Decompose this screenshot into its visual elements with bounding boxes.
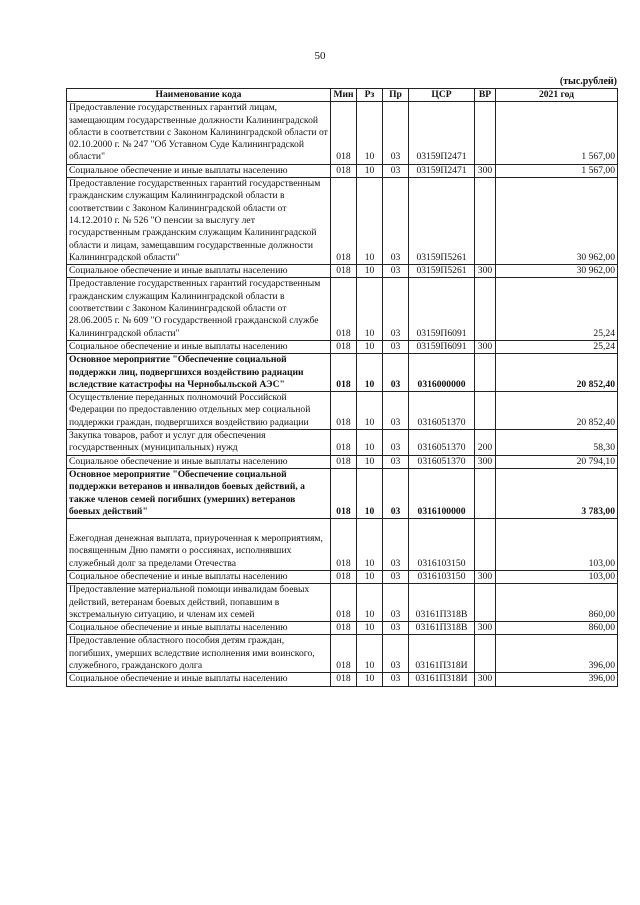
cell-rz: 10 <box>357 164 383 177</box>
header-vr: ВР <box>475 89 496 102</box>
cell-pr: 03 <box>383 278 409 340</box>
table-row <box>67 430 618 456</box>
cell-rz: 10 <box>357 519 383 571</box>
cell-vr <box>475 584 496 622</box>
cell-name: Предоставление областного пособия детям граждан, погибших, умерших вследствие исполнения ими воинского, служебного, гражданского долга <box>67 635 331 673</box>
cell-name: Социальное обеспечение и иные выплаты населению <box>67 164 331 177</box>
cell-csr: 0316051370 <box>409 392 475 430</box>
cell-pr: 03 <box>383 178 409 265</box>
cell-name: Закупка товаров, работ и услуг для обеспечения государственных (муниципальных) нужд <box>67 430 331 456</box>
cell-name: Предоставление материальной помощи инвалидам боевых действий, ветеранам боевых действий, попавшим в экстремальную ситуацию, и членам их семей <box>67 584 331 622</box>
cell-amount: 860,00 <box>496 622 618 635</box>
cell-amount: 860,00 <box>496 584 618 622</box>
cell-rz: 10 <box>357 102 383 164</box>
cell-vr: 300 <box>475 570 496 583</box>
table-row <box>67 673 618 686</box>
cell-csr: 03159П6091 <box>409 278 475 340</box>
cell-min: 018 <box>331 673 357 686</box>
cell-min: 018 <box>331 635 357 673</box>
cell-min: 018 <box>331 340 357 353</box>
cell-name: Социальное обеспечение и иные выплаты населению <box>67 673 331 686</box>
cell-csr: 03161П318И <box>409 673 475 686</box>
cell-vr: 300 <box>475 340 496 353</box>
cell-min: 018 <box>331 278 357 340</box>
cell-pr: 03 <box>383 392 409 430</box>
cell-rz: 10 <box>357 430 383 456</box>
cell-amount: 103,00 <box>496 519 618 571</box>
cell-min: 018 <box>331 392 357 430</box>
cell-pr: 03 <box>383 635 409 673</box>
cell-pr: 03 <box>383 430 409 456</box>
budget-table <box>66 88 618 687</box>
cell-csr: 03159П2471 <box>409 102 475 164</box>
cell-vr: 300 <box>475 455 496 468</box>
cell-amount: 1 567,00 <box>496 102 618 164</box>
cell-rz: 10 <box>357 622 383 635</box>
cell-rz: 10 <box>357 570 383 583</box>
cell-min: 018 <box>331 584 357 622</box>
table-row <box>67 584 618 622</box>
cell-name: Социальное обеспечение и иные выплаты населению <box>67 455 331 468</box>
cell-pr: 03 <box>383 354 409 392</box>
header-year: 2021 год <box>496 89 618 102</box>
table-row <box>67 265 618 278</box>
cell-rz: 10 <box>357 354 383 392</box>
cell-vr <box>475 519 496 571</box>
cell-rz: 10 <box>357 673 383 686</box>
cell-vr <box>475 102 496 164</box>
cell-amount: 20 852,40 <box>496 354 618 392</box>
cell-rz: 10 <box>357 468 383 518</box>
cell-name: Социальное обеспечение и иные выплаты населению <box>67 622 331 635</box>
cell-name: Предоставление государственных гарантий лицам, замещающим государственные должности Калининградской области в соответствии с Законом Калининградской области от 02.10.2000 г. № 247 "Об Уставном Суде Калининградской области" <box>67 102 331 164</box>
cell-pr: 03 <box>383 164 409 177</box>
cell-pr: 03 <box>383 455 409 468</box>
header-pr: Пр <box>383 89 409 102</box>
cell-csr: 0316000000 <box>409 354 475 392</box>
cell-amount: 396,00 <box>496 635 618 673</box>
cell-csr: 03159П5261 <box>409 178 475 265</box>
header-rz: Рз <box>357 89 383 102</box>
table-header-row <box>67 89 618 102</box>
cell-name: Основное мероприятие "Обеспечение социальной поддержки ветеранов и инвалидов боевых действий, а также членов семей погибших (умерших) ветеранов боевых действий" <box>67 468 331 518</box>
cell-min: 018 <box>331 622 357 635</box>
cell-vr <box>475 468 496 518</box>
cell-vr <box>475 635 496 673</box>
table-row <box>67 392 618 430</box>
cell-vr: 300 <box>475 673 496 686</box>
table-row <box>67 278 618 340</box>
cell-csr: 03161П318И <box>409 635 475 673</box>
cell-rz: 10 <box>357 278 383 340</box>
cell-vr: 300 <box>475 164 496 177</box>
cell-amount: 25,24 <box>496 340 618 353</box>
cell-csr: 03159П6091 <box>409 340 475 353</box>
cell-csr: 03159П2471 <box>409 164 475 177</box>
cell-name: Ежегодная денежная выплата, приуроченная к мероприятиям, посвященным Дню памяти о россиянах, исполнявших служебный долг за пределами Отечества <box>67 519 331 571</box>
table-row <box>67 570 618 583</box>
cell-min: 018 <box>331 570 357 583</box>
table-row <box>67 340 618 353</box>
cell-csr: 0316051370 <box>409 455 475 468</box>
cell-min: 018 <box>331 455 357 468</box>
cell-min: 018 <box>331 430 357 456</box>
cell-rz: 10 <box>357 455 383 468</box>
cell-rz: 10 <box>357 392 383 430</box>
cell-csr: 03159П5261 <box>409 265 475 278</box>
table-row <box>67 519 618 571</box>
cell-min: 018 <box>331 102 357 164</box>
cell-amount: 20 852,40 <box>496 392 618 430</box>
cell-amount: 30 962,00 <box>496 265 618 278</box>
cell-amount: 396,00 <box>496 673 618 686</box>
cell-name: Социальное обеспечение и иные выплаты населению <box>67 265 331 278</box>
cell-pr: 03 <box>383 622 409 635</box>
cell-pr: 03 <box>383 102 409 164</box>
cell-vr: 300 <box>475 265 496 278</box>
cell-pr: 03 <box>383 673 409 686</box>
cell-amount: 1 567,00 <box>496 164 618 177</box>
cell-vr <box>475 178 496 265</box>
cell-pr: 03 <box>383 468 409 518</box>
cell-vr: 200 <box>475 430 496 456</box>
cell-rz: 10 <box>357 265 383 278</box>
units-label: (тыс.рублей) <box>559 76 617 87</box>
cell-name: Социальное обеспечение и иные выплаты населению <box>67 570 331 583</box>
cell-name: Основное мероприятие "Обеспечение социальной поддержки лиц, подвергшихся воздействию радиации вследствие катастрофы на Чернобыльской АЭС" <box>67 354 331 392</box>
cell-min: 018 <box>331 164 357 177</box>
header-name: Наименование кода <box>67 89 331 102</box>
cell-min: 018 <box>331 178 357 265</box>
cell-pr: 03 <box>383 519 409 571</box>
cell-vr <box>475 278 496 340</box>
header-min: Мин <box>331 89 357 102</box>
table-row <box>67 354 618 392</box>
cell-amount: 103,00 <box>496 570 618 583</box>
header-csr: ЦСР <box>409 89 475 102</box>
cell-rz: 10 <box>357 340 383 353</box>
cell-pr: 03 <box>383 340 409 353</box>
cell-csr: 03161П318В <box>409 584 475 622</box>
cell-vr: 300 <box>475 622 496 635</box>
cell-csr: 0316103150 <box>409 570 475 583</box>
cell-name: Предоставление государственных гарантий государственным гражданским служащим Калининградской области в соответствии с Законом Калининградской области от 14.12.2010 г. № 526 "О пенсии за выслугу лет государственным гражданским служащим Калининградской области и лицам, замещавшим государственные должности Калининградской области" <box>67 178 331 265</box>
cell-rz: 10 <box>357 584 383 622</box>
table-row <box>67 178 618 265</box>
table-row <box>67 468 618 518</box>
cell-pr: 03 <box>383 265 409 278</box>
cell-pr: 03 <box>383 584 409 622</box>
cell-name: Осуществление переданных полномочий Российской Федерации по предоставлению отдельных мер социальной поддержки граждан, подвергшихся воздействию радиации <box>67 392 331 430</box>
cell-vr <box>475 354 496 392</box>
cell-csr: 03161П318В <box>409 622 475 635</box>
table-row <box>67 622 618 635</box>
cell-min: 018 <box>331 265 357 278</box>
cell-amount: 58,30 <box>496 430 618 456</box>
table-row <box>67 455 618 468</box>
cell-csr: 0316100000 <box>409 468 475 518</box>
table-row <box>67 635 618 673</box>
cell-min: 018 <box>331 468 357 518</box>
table-row <box>67 164 618 177</box>
cell-csr: 0316051370 <box>409 430 475 456</box>
cell-amount: 30 962,00 <box>496 178 618 265</box>
cell-pr: 03 <box>383 570 409 583</box>
cell-min: 018 <box>331 354 357 392</box>
cell-amount: 20 794,10 <box>496 455 618 468</box>
cell-csr: 0316103150 <box>409 519 475 571</box>
cell-amount: 25,24 <box>496 278 618 340</box>
table-row <box>67 102 618 164</box>
page-number: 50 <box>314 50 326 62</box>
cell-name: Предоставление государственных гарантий государственным гражданским служащим Калининградской области в соответствии с Законом Калининградской области от 28.06.2005 г. № 609 "О государственной гражданской службе Калининградской области" <box>67 278 331 340</box>
cell-min: 018 <box>331 519 357 571</box>
cell-vr <box>475 392 496 430</box>
cell-rz: 10 <box>357 635 383 673</box>
cell-name: Социальное обеспечение и иные выплаты населению <box>67 340 331 353</box>
cell-amount: 3 783,00 <box>496 468 618 518</box>
cell-rz: 10 <box>357 178 383 265</box>
